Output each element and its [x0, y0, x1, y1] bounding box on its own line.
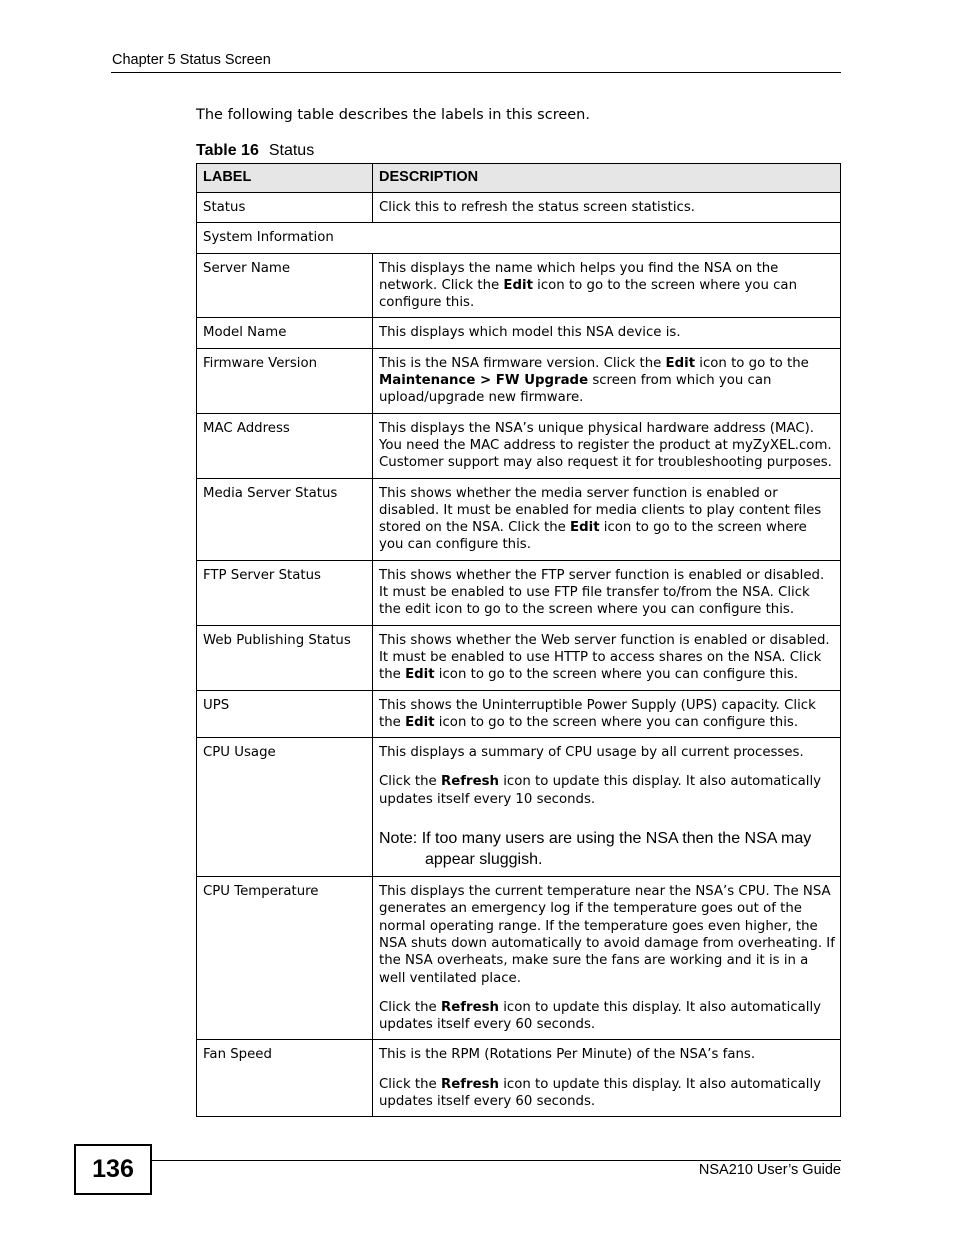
row-label: Status — [197, 193, 373, 223]
note-text: Note: If too many users are using the NSA then the NSA may appear sluggish. — [379, 830, 812, 869]
intro-text: The following table describes the labels in this screen. — [196, 107, 590, 123]
text-run: This displays the name which helps you find the NSA on the network. Click the — [379, 260, 779, 293]
text-run: icon to go to the screen where you can configure this. — [379, 277, 797, 311]
table-row — [197, 690, 841, 738]
row-label: System Information — [197, 223, 841, 253]
row-description — [373, 253, 841, 318]
row-label: UPS — [197, 690, 373, 738]
table-row — [197, 625, 841, 690]
row-label: Fan Speed — [197, 1040, 373, 1117]
table-caption-title: Status — [268, 142, 315, 159]
table-body — [197, 193, 841, 1117]
bold-term: Edit — [405, 667, 435, 683]
text-run: icon to update this display. It also automatically updates itself every 60 seconds. — [379, 999, 822, 1033]
bold-term: Edit — [503, 277, 533, 293]
row-description — [373, 1040, 841, 1117]
row-label: CPU Temperature — [197, 877, 373, 1040]
description-paragraph — [379, 999, 835, 1034]
table-row — [197, 193, 841, 223]
header-divider — [111, 72, 841, 73]
table-row — [197, 560, 841, 625]
bold-term: Maintenance > FW Upgrade — [379, 373, 589, 389]
row-description — [373, 348, 841, 413]
text-run: screen from which you can upload/upgrade new firmware. — [379, 373, 772, 406]
description-paragraph — [379, 420, 835, 472]
description-paragraph — [379, 567, 835, 619]
text-run: icon to go to the screen where you can configure this. — [434, 714, 799, 730]
table-caption — [196, 142, 314, 160]
text-run: Click the — [379, 999, 441, 1015]
text-run: This is the NSA firmware version. Click the — [379, 355, 666, 371]
description-paragraph — [379, 355, 835, 407]
description-paragraph — [379, 697, 835, 732]
description-paragraph — [379, 773, 835, 808]
text-run: Click the — [379, 774, 441, 790]
text-run: This displays which model this NSA device is. — [379, 325, 681, 341]
table-row — [197, 877, 841, 1040]
row-description — [373, 193, 841, 223]
description-paragraph — [379, 632, 835, 684]
description-paragraph — [379, 199, 835, 216]
row-label: FTP Server Status — [197, 560, 373, 625]
row-description — [373, 560, 841, 625]
description-paragraph — [379, 1046, 835, 1063]
table-row — [197, 253, 841, 318]
text-run: icon to update this display. It also automatically updates itself every 10 seconds. — [379, 774, 822, 807]
row-label: Firmware Version — [197, 348, 373, 413]
text-run: This displays the current temperature near the NSA’s CPU. The NSA generates an emergency log if the temperature goes out of the normal operating range. If the temperature goes even higher, the NSA shuts down automatically to avoid damage from overheating. If the NSA overheats, make sure the fans are working and it is in a well ventilated place. — [379, 884, 835, 986]
description-paragraph — [379, 744, 835, 761]
status-table — [196, 163, 841, 1117]
column-header-label: LABEL — [197, 164, 373, 193]
row-description — [373, 318, 841, 348]
text-run: This displays a summary of CPU usage by all current processes. — [379, 745, 804, 761]
text-run: This shows whether the FTP server function is enabled or disabled. It must be enabled to use FTP file transfer to/from the NSA. Click the edit icon to go to the screen where you can configure this. — [379, 567, 825, 618]
table-header-row — [197, 164, 841, 193]
footer-divider — [150, 1160, 841, 1161]
bold-term: Refresh — [440, 999, 499, 1015]
column-header-description: DESCRIPTION — [373, 164, 841, 193]
bold-term: Edit — [570, 520, 600, 536]
text-run: icon to go to the screen where you can configure this. — [434, 667, 799, 683]
table-row — [197, 413, 841, 478]
description-paragraph — [379, 883, 835, 987]
table-row — [197, 318, 841, 348]
row-label: Model Name — [197, 318, 373, 348]
chapter-header: Chapter 5 Status Screen — [112, 52, 271, 68]
text-run: icon to go to the screen where you can configure this. — [379, 520, 807, 553]
row-label: CPU Usage — [197, 738, 373, 877]
table-row — [197, 223, 841, 253]
row-label: Web Publishing Status — [197, 625, 373, 690]
text-run: This shows the Uninterruptible Power Supply (UPS) capacity. Click the — [379, 697, 816, 730]
table-row — [197, 478, 841, 560]
description-paragraph — [379, 260, 835, 312]
text-run: This shows whether the Web server function is enabled or disabled. It must be enabled to use HTTP to access shares on the NSA. Click the — [379, 632, 830, 683]
text-run: Click this to refresh the status screen statistics. — [379, 200, 696, 215]
table-row — [197, 738, 841, 877]
bold-term: Refresh — [440, 1076, 499, 1092]
text-run: icon to update this display. It also automatically updates itself every 60 seconds. — [379, 1076, 822, 1109]
guide-title: NSA210 User’s Guide — [698, 1162, 841, 1178]
row-description — [373, 478, 841, 560]
description-paragraph — [379, 1076, 835, 1111]
text-run: icon to go to the — [695, 355, 809, 371]
table-row — [197, 348, 841, 413]
text-run: This shows whether the media server function is enabled or disabled. It must be enabled for media clients to play content files stored on the NSA. Click the — [379, 485, 822, 536]
row-label: Media Server Status — [197, 478, 373, 560]
description-paragraph — [379, 485, 835, 554]
bold-term: Edit — [405, 714, 435, 730]
row-description — [373, 738, 841, 877]
row-description — [373, 690, 841, 738]
text-run: This is the RPM (Rotations Per Minute) of the NSA’s fans. — [379, 1047, 756, 1063]
bold-term: Edit — [665, 355, 696, 371]
description-paragraph — [379, 324, 835, 341]
bold-term: Refresh — [440, 774, 499, 790]
page-number: 136 — [74, 1144, 152, 1195]
text-run: Click the — [379, 1076, 441, 1092]
row-label: Server Name — [197, 253, 373, 318]
row-label: MAC Address — [197, 413, 373, 478]
table-row — [197, 1040, 841, 1117]
row-description — [373, 413, 841, 478]
row-description — [373, 877, 841, 1040]
text-run: This displays the NSA’s unique physical hardware address (MAC). You need the MAC address to register the product at myZyXEL.com. Customer support may also request it for troubleshooting purposes. — [379, 420, 832, 471]
row-description — [373, 625, 841, 690]
table-caption-number: Table 16 — [196, 142, 259, 159]
